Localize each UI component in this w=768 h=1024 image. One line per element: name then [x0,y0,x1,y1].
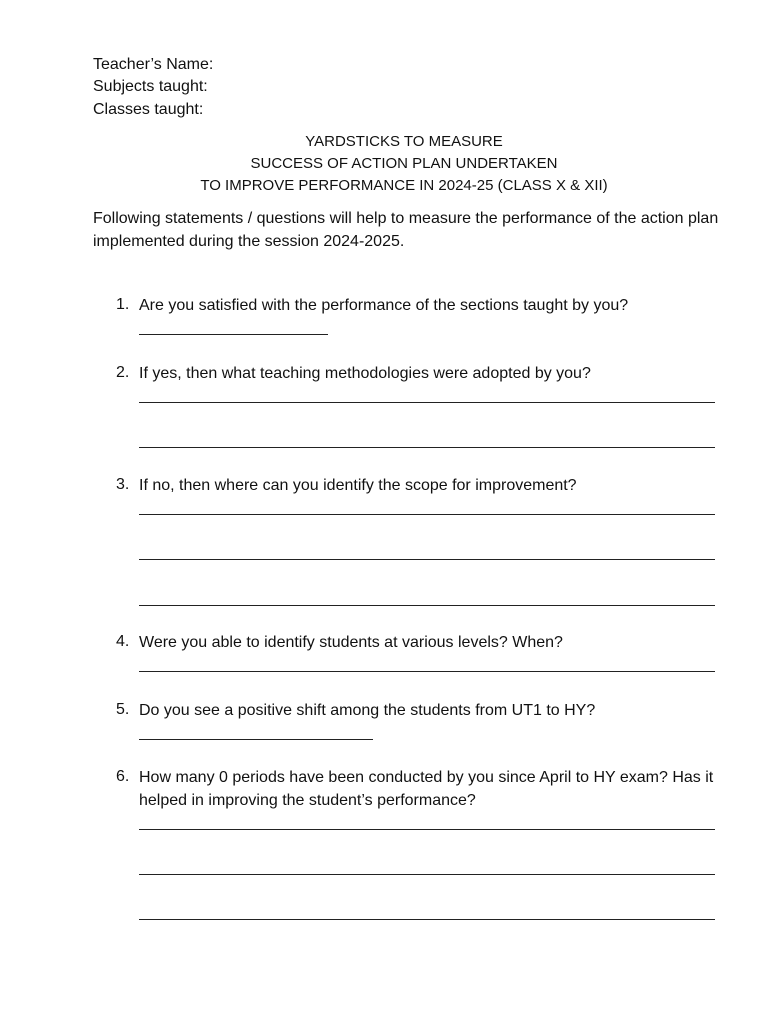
answer-line-6a[interactable] [139,829,715,830]
answer-line-3c[interactable] [139,605,715,606]
title-line-1: YARDSTICKS TO MEASURE [305,133,503,150]
answer-line-3a[interactable] [139,514,715,515]
question-number-5: 5. [116,701,130,718]
question-number-3: 3. [116,476,130,493]
question-text-3: If no, then where can you identify the scope for improvement? [139,477,577,494]
answer-line-2a[interactable] [139,402,715,403]
answer-line-6c[interactable] [139,919,715,920]
answer-line-1[interactable] [139,334,328,335]
question-text-5: Do you see a positive shift among the students from UT1 to HY? [139,702,596,719]
subjects-taught-label: Subjects taught: [93,78,208,95]
answer-line-6b[interactable] [139,874,715,875]
teacher-name-label: Teacher’s Name: [93,56,214,73]
question-number-2: 2. [116,364,130,381]
question-text-4: Were you able to identify students at various levels? When? [139,634,563,651]
classes-taught-label: Classes taught: [93,101,204,118]
answer-line-5[interactable] [139,739,373,740]
intro-paragraph: Following statements / questions will help to measure the performance of the action plan implemented during the session 2024-2025. [93,210,719,250]
question-number-1: 1. [116,296,130,313]
question-number-6: 6. [116,768,130,785]
answer-line-3b[interactable] [139,559,715,560]
question-text-6: How many 0 periods have been conducted by you since April to HY exam? Has it helped in improving the student’s performance? [139,769,714,809]
question-text-1: Are you satisfied with the performance of the sections taught by you? [139,297,629,314]
title-line-2: SUCCESS OF ACTION PLAN UNDERTAKEN [250,155,558,172]
title-line-3: TO IMPROVE PERFORMANCE IN 2024-25 (CLASS X & XII) [200,177,608,194]
answer-line-4[interactable] [139,671,715,672]
answer-line-2b[interactable] [139,447,715,448]
question-text-2: If yes, then what teaching methodologies were adopted by you? [139,365,591,382]
question-number-4: 4. [116,633,130,650]
